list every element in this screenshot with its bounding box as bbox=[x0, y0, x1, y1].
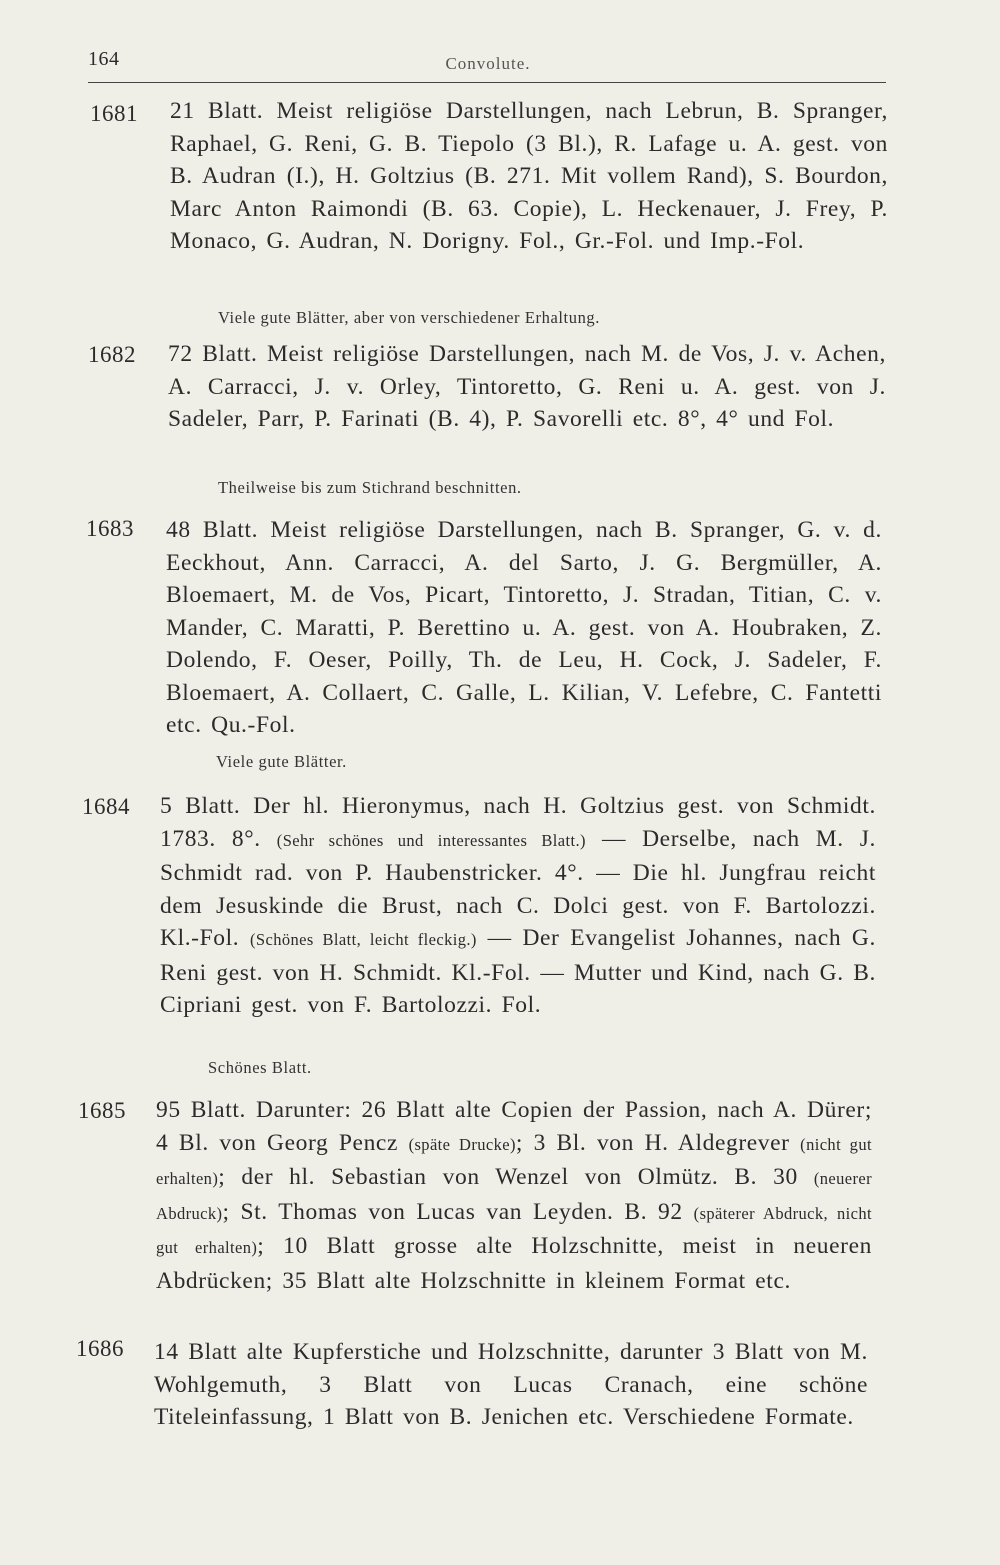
lot-text: — Derselbe, nach M. J. Schmidt rad. von P. Haubenstricker. 4°. — Die hl. Jungfrau reicht dem Jesuskinde die Brust, nach C. Dolci gest. von F. Bartolozzi. Kl.-Fol. bbox=[160, 825, 876, 951]
page-header bbox=[88, 46, 888, 78]
lot-number: 1683 bbox=[86, 516, 134, 541]
lot-number: 1686 bbox=[76, 1336, 124, 1361]
lot-condition-note: Schönes Blatt. bbox=[208, 1058, 312, 1077]
lot-condition-note: Theilweise bis zum Stichrand beschnitten. bbox=[218, 478, 522, 497]
lot-remark: (nicht gut erhalten) bbox=[156, 1134, 872, 1188]
lot-description: 48 Blatt. Meist religiöse Darstellungen, nach B. Spranger, G. v. d. Eeckhout, Ann. Carracci, A. del Sarto, J. G. Bergmüller, A. Bloemaert, M. de Vos, Picart, Tintoretto, J. Stradan, Titian, C. v. Mander, C. Maratti, P. Berettino u. A. gest. von A. Houbraken, Z. Dolendo, F. Oeser, Poilly, Th. de Leu, H. Cock, J. Sadeler, F. Bloemaert, A. Collaert, C. Galle, L. Kilian, V. Lefebre, C. Fantetti etc. Qu.-Fol. bbox=[166, 517, 882, 738]
lot-number: 1684 bbox=[82, 794, 130, 819]
lot-remark: (späterer Abdruck, nicht gut erhalten) bbox=[156, 1203, 873, 1257]
header-rule bbox=[88, 82, 886, 83]
lot-condition-note: Viele gute Blätter. bbox=[216, 752, 347, 771]
running-title: Convolute. bbox=[445, 54, 531, 73]
lot-text: ; der hl. Sebastian von Wenzel von Olmütz. B. 30 bbox=[218, 1164, 798, 1190]
lot-description: 72 Blatt. Meist religiöse Darstellungen, nach M. de Vos, J. v. Achen, A. Carracci, J. v. Orley, Tintoretto, G. Reni u. A. gest. von J. Sadeler, Parr, P. Farinati (B. 4), P. Savorelli etc. 8°, 4° und Fol. bbox=[168, 341, 886, 432]
lot-text: ; 10 Blatt grosse alte Holzschnitte, meist in neueren Abdrücken; 35 Blatt alte Holzschnitte in kleinem Format etc. bbox=[156, 1233, 872, 1294]
lot-condition-note: Viele gute Blätter, aber von verschiedener Erhaltung. bbox=[218, 308, 601, 327]
lot-description bbox=[156, 1094, 872, 1297]
lot-number: 1681 bbox=[90, 101, 138, 126]
lot-text: ; 3 Bl. von H. Aldegrever bbox=[515, 1129, 790, 1156]
lot-number: 1685 bbox=[78, 1098, 126, 1123]
lot-text: 95 Blatt. Darunter: 26 Blatt alte Copien der Passion, nach A. Dürer; 4 Bl. von Georg Pencz bbox=[156, 1097, 872, 1156]
lot-remark: (Schönes Blatt, leicht fleckig.) bbox=[250, 930, 477, 949]
lot-remark: (späte Drucke) bbox=[408, 1134, 516, 1154]
page-number: 164 bbox=[88, 48, 120, 70]
lot-text: 5 Blatt. Der hl. Hieronymus, nach H. Goltzius gest. von Schmidt. 1783. 8°. bbox=[160, 793, 876, 852]
lot-text: — Der Evangelist Johannes, nach G. Reni gest. von H. Schmidt. Kl.-Fol. — Mutter und Kind, nach G. B. Cipriani gest. von F. Bartolozzi. Fol. bbox=[160, 925, 876, 1018]
lot-remark: (neuerer Abdruck) bbox=[156, 1169, 872, 1223]
lot-description: 21 Blatt. Meist religiöse Darstellungen, nach Lebrun, B. Spranger, Raphael, G. Reni, G. B. Tiepolo (3 Bl.), R. Lafage u. A. gest. von B. Audran (I.), H. Goltzius (B. 271. Mit vollem Rand), S. Bourdon, Marc Anton Raimondi (B. 63. Copie), L. Heckenauer, J. Frey, P. Monaco, G. Audran, N. Dorigny. Fol., Gr.-Fol. und Imp.-Fol. bbox=[170, 98, 888, 254]
lot-number: 1682 bbox=[88, 342, 136, 367]
lot-description: 14 Blatt alte Kupferstiche und Holzschnitte, darunter 3 Blatt von M. Wohlgemuth, 3 Blatt von Lucas Cranach, eine schöne Titeleinfassung, 1 Blatt von B. Jenichen etc. Verschiedene Formate. bbox=[154, 1339, 868, 1430]
lot-text: ; St. Thomas von Lucas van Leyden. B. 92 bbox=[222, 1198, 683, 1225]
lot-remark: (Sehr schönes und interessantes Blatt.) bbox=[276, 830, 586, 850]
lot-description bbox=[160, 790, 876, 1022]
